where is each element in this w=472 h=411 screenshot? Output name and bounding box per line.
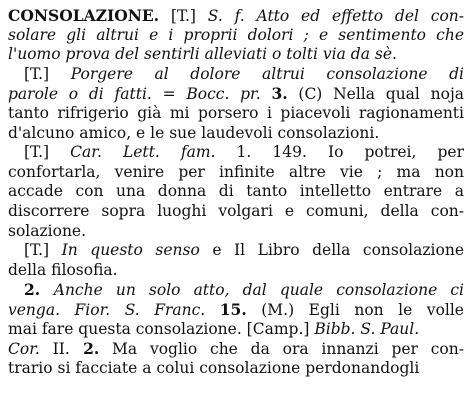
entry-line — [8, 222, 464, 242]
text-segment: In questo senso — [61, 241, 200, 260]
text-segment: [T.] — [24, 64, 71, 83]
entry-line — [8, 280, 464, 300]
entry-line — [8, 261, 464, 281]
entry-line — [8, 320, 464, 340]
text-segment: [T.] — [24, 241, 62, 260]
text-segment: [T.] — [24, 143, 71, 162]
entry-line — [8, 339, 464, 359]
entry-line — [8, 300, 464, 320]
text-segment: Porgere al dolore altrui consolazione di — [70, 64, 464, 83]
entry-line — [8, 26, 464, 46]
text-segment: d'alcuno amico, e le sue laudevoli consolazioni. — [8, 123, 380, 142]
text-segment: Cor. — [8, 340, 53, 359]
text-segment: e Il Libro della consolazione — [199, 241, 464, 260]
entry-line — [8, 359, 464, 379]
text-segment: Ma voglio che da ora innanzi per con- — [99, 340, 464, 359]
headword: CONSOLAZIONE. — [8, 6, 160, 25]
text-segment: l'uomo prova del sentirli alleviati o tolti via da sè. — [8, 45, 397, 64]
text-segment: solazione. — [8, 221, 87, 240]
entry-line — [8, 202, 464, 222]
text-segment: venga. Fior. S. Franc. — [8, 300, 220, 319]
text-segment: discorrere sopra luoghi volgari e comuni, della con- — [8, 201, 464, 220]
entry-line — [8, 182, 464, 202]
entry-line — [8, 84, 464, 104]
entry-line — [8, 6, 464, 26]
text-segment: S. f. Atto ed effetto del con- — [207, 7, 464, 25]
text-segment: 2. — [69, 339, 100, 359]
text-segment: Bibb. S. Paul. — [314, 319, 420, 338]
entry-line — [8, 124, 464, 144]
text-segment: trario si facciate a colui consolazione perdonandogli — [8, 358, 420, 377]
entry-line — [8, 143, 464, 163]
text-segment: accade con una donna di tanto intelletto entrare a — [8, 182, 464, 201]
text-segment: solare gli altrui e i proprii dolori ; e sentimento che — [8, 25, 464, 44]
text-segment: della filosofia. — [8, 260, 118, 279]
text-segment: Anche un solo atto, dal quale consolazione ci — [53, 281, 464, 300]
text-segment: (C) Nella qual noja — [287, 85, 464, 104]
entry-line — [8, 65, 464, 85]
text-segment: [T.] — [159, 7, 208, 25]
text-segment: 2. — [24, 280, 54, 300]
entry-text-block — [8, 6, 464, 378]
text-segment: parole o di fatti. = Bocc. pr. — [8, 85, 272, 104]
entry-line — [8, 163, 464, 183]
text-segment: tanto rifrigerio già mi porsero i piacevoli ragionamenti — [8, 103, 464, 122]
entry-line — [8, 241, 464, 261]
text-segment: II. — [52, 340, 70, 359]
text-segment: 15. — [219, 299, 247, 319]
text-segment: (M.) Egli non le volle — [246, 300, 464, 319]
text-segment: 1. 149. — [236, 143, 307, 162]
text-segment: confortarla, venire per infinite altre vie ; ma non — [8, 162, 464, 181]
text-segment: Io potrei, per — [306, 143, 464, 162]
text-segment: Car. Lett. fam. — [70, 143, 237, 162]
entry-line — [8, 45, 464, 65]
text-segment: mai fare questa consolazione. [Camp.] — [8, 319, 315, 338]
text-segment: 3. — [271, 84, 288, 104]
entry-line — [8, 104, 464, 124]
